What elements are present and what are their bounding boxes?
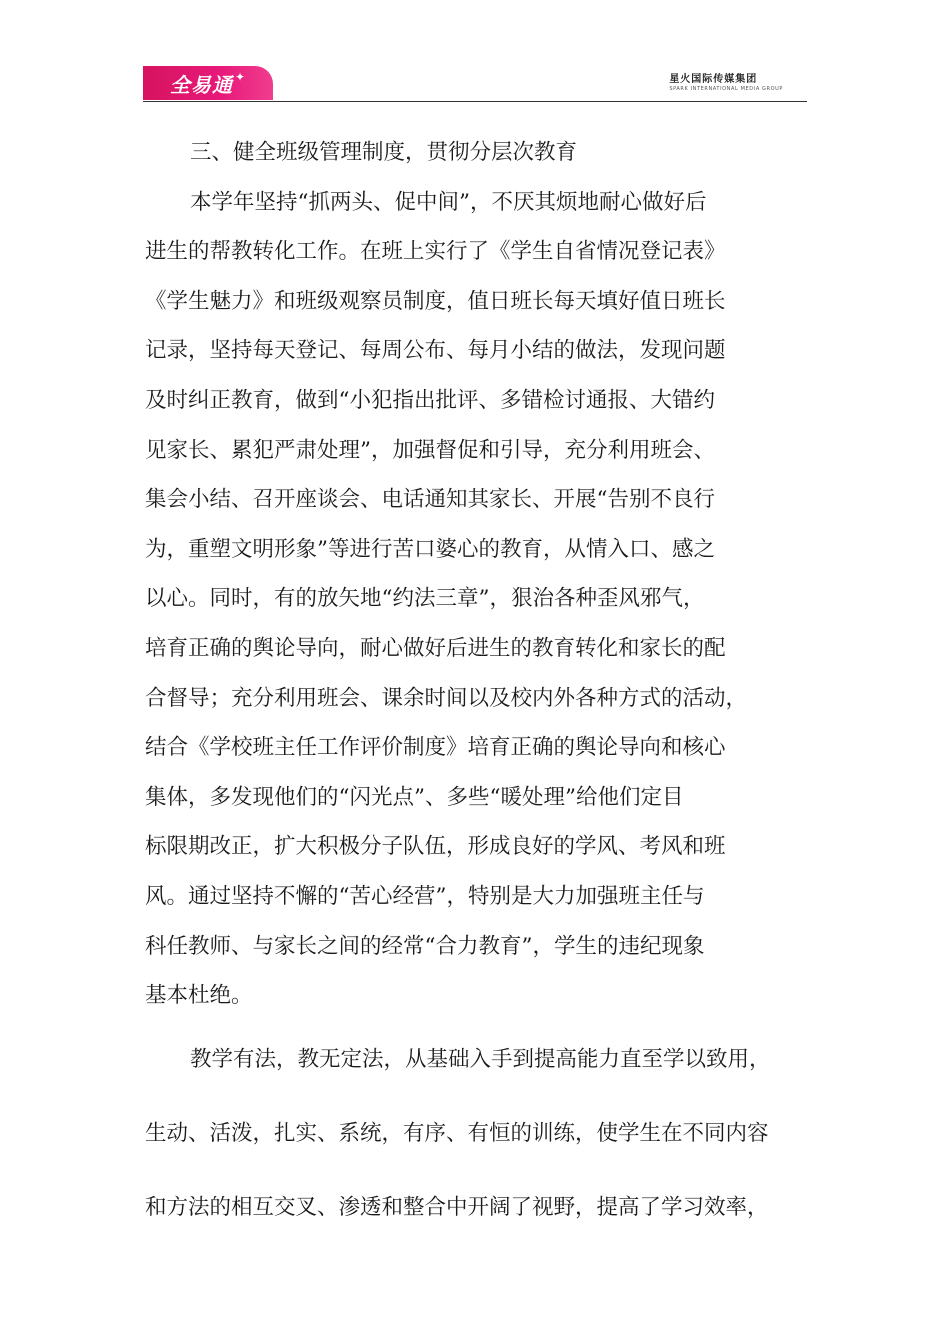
logo-text: 全易通 <box>169 72 233 97</box>
paragraph-line: 合督导；充分利用班会、课余时间以及校内外各种方式的活动， <box>145 685 748 711</box>
paragraph-line: 教学有法，教无定法，从基础入手到提高能力直至学以致用， <box>190 1047 771 1072</box>
header-divider <box>143 101 807 102</box>
brand-logo <box>143 66 273 100</box>
document-body <box>145 128 809 1021</box>
publisher-name-cn: 星火国际传媒集团 <box>669 74 758 85</box>
paragraph-line: 结合《学校班主任工作评价制度》培育正确的舆论导向和核心 <box>145 735 726 761</box>
paragraph-line: 及时纠正教育，做到“小犯指出批评、多错检讨通报、大错约 <box>145 387 715 413</box>
paragraph-line: 《学生魅力》和班级观察员制度，值日班长每天填好值日班长 <box>145 288 726 314</box>
publisher-name-en: SPARK INTERNATIONAL MEDIA GROUP <box>669 86 783 92</box>
paragraph-line: 基本杜绝。 <box>145 983 253 1009</box>
paragraph-line: 集体，多发现他们的“闪光点”、多些“暖处理”给他们定目 <box>145 784 684 810</box>
paragraph-line: 记录，坚持每天登记、每周公布、每月小结的做法，发现问题 <box>145 338 726 364</box>
sparkle-icon: ✦ <box>234 70 247 84</box>
paragraph-line: 以心。同时，有的放矢地“约法三章”，狠治各种歪风邪气， <box>145 586 705 612</box>
publisher-brand <box>669 70 783 92</box>
paragraph-line: 集会小结、召开座谈会、电话通知其家长、开展“告别不良行 <box>145 487 715 513</box>
paragraph-line: 标限期改正，扩大积极分子队伍，形成良好的学风、考风和班 <box>145 834 726 860</box>
paragraph-line: 本学年坚持“抓两头、促中间”，不厌其烦地耐心做好后 <box>190 189 707 215</box>
paragraph-line: 生动、活泼，扎实、系统，有序、有恒的训练，使学生在不同内容 <box>145 1121 769 1146</box>
paragraph-line: 培育正确的舆论导向，耐心做好后进生的教育转化和家长的配 <box>145 635 726 661</box>
paragraph-line: 风。通过坚持不懈的“苦心经营”，特别是大力加强班主任与 <box>145 883 705 909</box>
paragraph-line: 为，重塑文明形象”等进行苦口婆心的教育，从情入口、感之 <box>145 536 715 562</box>
document-body-continued <box>145 1023 809 1245</box>
paragraph-line: 科任教师、与家长之间的经常“合力教育”，学生的违纪现象 <box>145 933 705 959</box>
paragraph-line: 和方法的相互交叉、渗透和整合中开阔了视野，提高了学习效率， <box>145 1195 769 1220</box>
paragraph-line: 见家长、累犯严肃处理”，加强督促和引导，充分利用班会、 <box>145 437 715 463</box>
section-heading: 三、健全班级管理制度，贯彻分层次教育 <box>190 140 578 165</box>
page-header <box>143 64 807 104</box>
paragraph-line: 进生的帮教转化工作。在班上实行了《学生自省情况登记表》 <box>145 239 726 265</box>
